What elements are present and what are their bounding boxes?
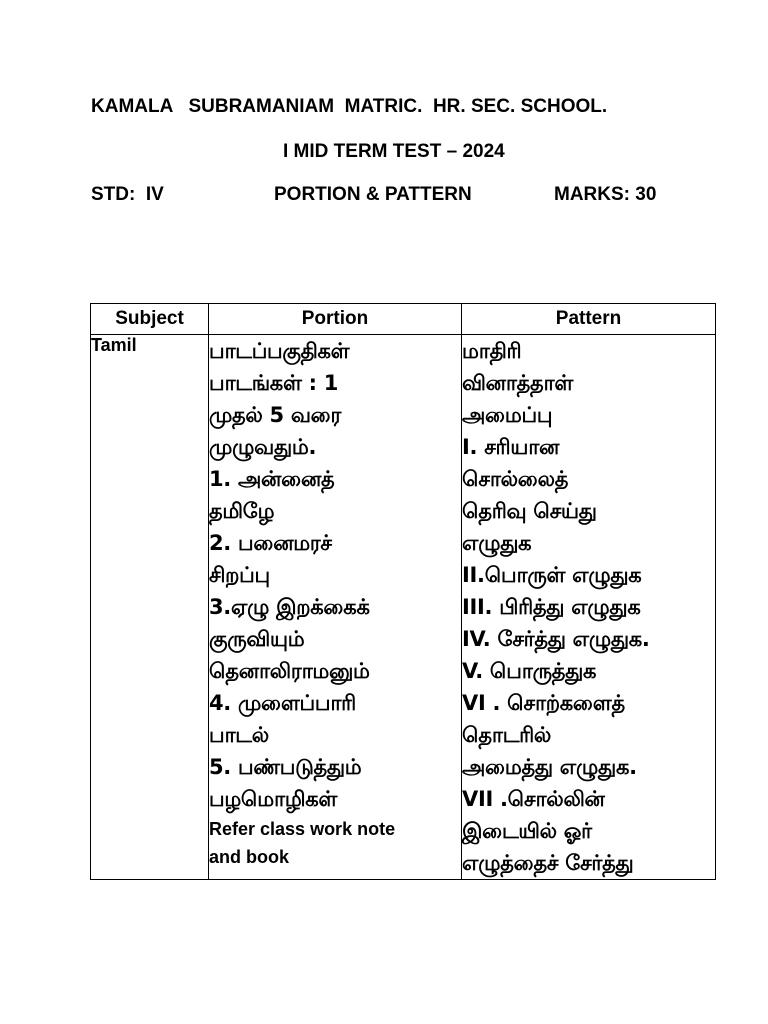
column-header-pattern: Pattern [462,304,716,335]
test-title: I MID TERM TEST – 2024 [283,141,505,162]
text-line: பழமொழிகள் [209,787,337,811]
table-row [91,335,716,880]
text-line: தமிழே [209,499,275,523]
text-line: முதல் 5 வரை [209,403,342,427]
text-line: I. சரியான [462,435,560,459]
text-line: இடையில் ஓர் [462,819,592,843]
text-line: எழுதுக [462,531,532,555]
syllabus-table [90,303,716,880]
text-line: 4. முளைப்பாரி [209,691,356,715]
text-line: IV. சேர்த்து எழுதுக. [462,627,650,651]
portion-cell [209,335,462,880]
text-line: தொடரில் [462,723,552,747]
subject-cell: Tamil [91,335,209,880]
text-line: முழுவதும். [209,435,317,459]
text-line: சிறப்பு [209,563,270,587]
standard-label: STD: IV [91,184,164,205]
document-title: PORTION & PATTERN [274,184,472,205]
text-line: சொல்லைத் [462,467,569,491]
text-line: அமைத்து எழுதுக. [462,755,637,779]
text-line: Refer class work note [209,819,396,839]
column-header-portion: Portion [209,304,462,335]
marks-label: MARKS: 30 [554,184,657,205]
text-line: பாடங்கள் : 1 [209,371,339,395]
table-header-row [91,304,716,335]
text-line: VI . சொற்களைத் [462,691,625,715]
text-line: 1. அன்னைத் [209,467,335,491]
text-line: எழுத்தைச் சேர்த்து [462,851,634,875]
text-line: பாடப்பகுதிகள் [209,339,350,363]
text-line: 5. பண்படுத்தும் [209,755,362,779]
text-line: 3.ஏழு இறக்கைக் [209,595,370,619]
text-line: பாடல் [209,723,269,747]
text-line: 2. பனைமரச் [209,531,332,555]
text-line: மாதிரி [462,339,522,363]
text-line: தெனாலிராமனும் [209,659,370,683]
text-line: அமைப்பு [462,403,553,427]
text-line: II.பொருள் எழுதுக [462,563,642,587]
pattern-cell [462,335,716,880]
column-header-subject: Subject [91,304,209,335]
school-name: KAMALA SUBRAMANIAM MATRIC. HR. SEC. SCHOOL. [91,96,608,117]
text-line: தெரிவு செய்து [462,499,597,523]
text-line: III. பிரித்து எழுதுக [462,595,641,619]
text-line: V. பொருத்துக [462,659,597,683]
text-line: VII .சொல்லின் [462,787,605,811]
text-line: குருவியும் [209,627,305,651]
text-line: and book [209,847,289,867]
text-line: வினாத்தாள் [462,371,574,395]
